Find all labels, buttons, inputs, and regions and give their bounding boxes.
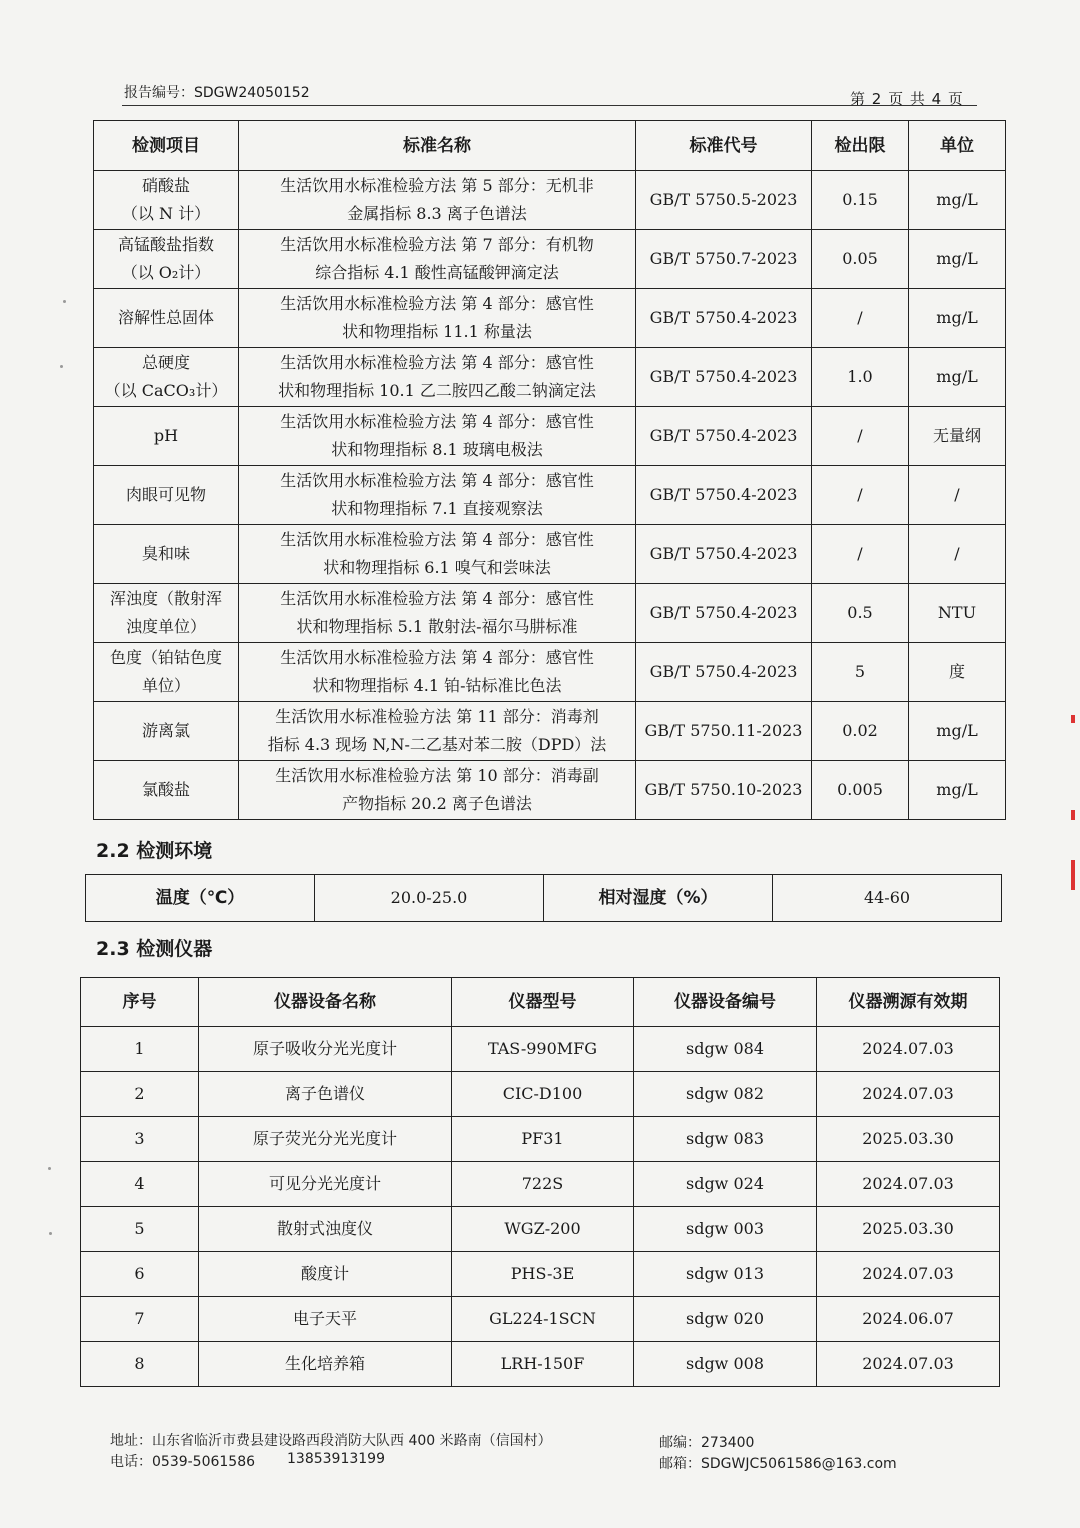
- table-row: [94, 171, 1006, 230]
- table-row: [94, 584, 1006, 643]
- footer-address: 地址：山东省临沂市费县建设路西段消防大队西 400 米路南（信国村）: [110, 1433, 552, 1449]
- seq-cell: 8: [81, 1342, 199, 1387]
- report-number: [124, 82, 310, 102]
- seq-cell: 2: [81, 1072, 199, 1117]
- standard-code-cell: GB/T 5750.11-2023: [636, 702, 812, 761]
- equipment-id-cell: sdgw 013: [634, 1252, 817, 1297]
- instrument-name-cell: 散射式浊度仪: [199, 1207, 452, 1252]
- validity-cell: 2024.06.07: [817, 1297, 1000, 1342]
- item-cell: 高锰酸盐指数 （以 O₂计）: [94, 230, 239, 289]
- header-model: 仪器型号: [452, 978, 634, 1027]
- header-standard-name: 标准名称: [239, 121, 636, 171]
- table-row: [81, 1117, 1000, 1162]
- table-row: [94, 230, 1006, 289]
- item-cell: 浑浊度（散射浑 浊度单位）: [94, 584, 239, 643]
- standard-name-cell: 生活饮用水标准检验方法 第 4 部分：感官性 状和物理指标 5.1 散射法-福尔马肼标准: [239, 584, 636, 643]
- header-detection-limit: 检出限: [812, 121, 909, 171]
- scan-speck: [60, 365, 63, 368]
- validity-cell: 2024.07.03: [817, 1252, 1000, 1297]
- detection-limit-cell: /: [812, 289, 909, 348]
- instrument-name-cell: 电子天平: [199, 1297, 452, 1342]
- model-cell: PHS-3E: [452, 1252, 634, 1297]
- page-info: 第 2 页 共 4 页: [850, 90, 964, 108]
- seq-cell: 5: [81, 1207, 199, 1252]
- header-seq: 序号: [81, 978, 199, 1027]
- validity-cell: 2024.07.03: [817, 1342, 1000, 1387]
- standard-name-cell: 生活饮用水标准检验方法 第 7 部分：有机物 综合指标 4.1 酸性高锰酸钾滴定法: [239, 230, 636, 289]
- standard-name-cell: 生活饮用水标准检验方法 第 11 部分：消毒剂 指标 4.3 现场 N,N-二乙基对苯二胺（DPD）法: [239, 702, 636, 761]
- table-row: [94, 761, 1006, 820]
- environment-row: [86, 875, 1002, 922]
- item-cell: 溶解性总固体: [94, 289, 239, 348]
- equipment-id-cell: sdgw 008: [634, 1342, 817, 1387]
- standard-name-cell: 生活饮用水标准检验方法 第 10 部分：消毒副 产物指标 20.2 离子色谱法: [239, 761, 636, 820]
- standard-code-cell: GB/T 5750.7-2023: [636, 230, 812, 289]
- standard-code-cell: GB/T 5750.4-2023: [636, 466, 812, 525]
- methods-header-row: [94, 121, 1006, 171]
- standard-name-cell: 生活饮用水标准检验方法 第 4 部分：感官性 状和物理指标 6.1 嗅气和尝味法: [239, 525, 636, 584]
- detection-limit-cell: 0.5: [812, 584, 909, 643]
- report-number-label: 报告编号：: [124, 85, 194, 101]
- standard-code-cell: GB/T 5750.4-2023: [636, 525, 812, 584]
- footer-postcode: 邮编：273400: [659, 1435, 755, 1451]
- item-cell: 肉眼可见物: [94, 466, 239, 525]
- seq-cell: 4: [81, 1162, 199, 1207]
- binding-mark: [1071, 860, 1075, 890]
- table-row: [94, 525, 1006, 584]
- table-row: [94, 407, 1006, 466]
- header-validity: 仪器溯源有效期: [817, 978, 1000, 1027]
- equipment-id-cell: sdgw 083: [634, 1117, 817, 1162]
- validity-cell: 2024.07.03: [817, 1027, 1000, 1072]
- instrument-name-cell: 生化培养箱: [199, 1342, 452, 1387]
- header-instrument-name: 仪器设备名称: [199, 978, 452, 1027]
- table-row: [81, 1072, 1000, 1117]
- binding-mark: [1071, 810, 1075, 820]
- temperature-value: 20.0-25.0: [315, 875, 544, 922]
- standard-name-cell: 生活饮用水标准检验方法 第 5 部分：无机非 金属指标 8.3 离子色谱法: [239, 171, 636, 230]
- table-row: [94, 289, 1006, 348]
- standard-code-cell: GB/T 5750.4-2023: [636, 289, 812, 348]
- equipment-id-cell: sdgw 084: [634, 1027, 817, 1072]
- standard-name-cell: 生活饮用水标准检验方法 第 4 部分：感官性 状和物理指标 8.1 玻璃电极法: [239, 407, 636, 466]
- instrument-name-cell: 原子荧光分光光度计: [199, 1117, 452, 1162]
- item-cell: 氯酸盐: [94, 761, 239, 820]
- model-cell: CIC-D100: [452, 1072, 634, 1117]
- model-cell: TAS-990MFG: [452, 1027, 634, 1072]
- seq-cell: 6: [81, 1252, 199, 1297]
- item-cell: pH: [94, 407, 239, 466]
- instruments-table: [80, 977, 1000, 1387]
- binding-mark: [1071, 715, 1075, 723]
- seq-cell: 1: [81, 1027, 199, 1072]
- standard-code-cell: GB/T 5750.4-2023: [636, 584, 812, 643]
- unit-cell: /: [909, 466, 1006, 525]
- unit-cell: mg/L: [909, 289, 1006, 348]
- validity-cell: 2024.07.03: [817, 1072, 1000, 1117]
- equipment-id-cell: sdgw 024: [634, 1162, 817, 1207]
- header-unit: 单位: [909, 121, 1006, 171]
- table-row: [94, 348, 1006, 407]
- footer-phone: 电话：0539-5061586: [110, 1454, 256, 1470]
- detection-limit-cell: 5: [812, 643, 909, 702]
- model-cell: GL224-1SCN: [452, 1297, 634, 1342]
- detection-limit-cell: 0.02: [812, 702, 909, 761]
- table-row: [81, 1027, 1000, 1072]
- standard-name-cell: 生活饮用水标准检验方法 第 4 部分：感官性 状和物理指标 7.1 直接观察法: [239, 466, 636, 525]
- detection-limit-cell: 0.15: [812, 171, 909, 230]
- table-row: [81, 1162, 1000, 1207]
- instrument-name-cell: 酸度计: [199, 1252, 452, 1297]
- instrument-name-cell: 可见分光光度计: [199, 1162, 452, 1207]
- standard-name-cell: 生活饮用水标准检验方法 第 4 部分：感官性 状和物理指标 10.1 乙二胺四乙酸二钠滴定法: [239, 348, 636, 407]
- item-cell: 色度（铂钴色度 单位）: [94, 643, 239, 702]
- detection-limit-cell: /: [812, 407, 909, 466]
- model-cell: 722S: [452, 1162, 634, 1207]
- table-row: [94, 702, 1006, 761]
- standard-code-cell: GB/T 5750.4-2023: [636, 643, 812, 702]
- model-cell: LRH-150F: [452, 1342, 634, 1387]
- detection-limit-cell: /: [812, 525, 909, 584]
- detection-limit-cell: 0.05: [812, 230, 909, 289]
- item-cell: 臭和味: [94, 525, 239, 584]
- table-row: [81, 1207, 1000, 1252]
- report-number-value: SDGW24050152: [194, 85, 310, 101]
- instruments-header-row: [81, 978, 1000, 1027]
- environment-section-title: 2.2 检测环境: [96, 840, 213, 862]
- detection-limit-cell: 0.005: [812, 761, 909, 820]
- scan-speck: [49, 1232, 52, 1235]
- validity-cell: 2024.07.03: [817, 1162, 1000, 1207]
- temperature-label: 温度（℃）: [86, 875, 315, 922]
- unit-cell: /: [909, 525, 1006, 584]
- instrument-name-cell: 离子色谱仪: [199, 1072, 452, 1117]
- instruments-section-title: 2.3 检测仪器: [96, 938, 213, 960]
- equipment-id-cell: sdgw 020: [634, 1297, 817, 1342]
- standard-code-cell: GB/T 5750.4-2023: [636, 407, 812, 466]
- equipment-id-cell: sdgw 082: [634, 1072, 817, 1117]
- humidity-label: 相对湿度（%）: [544, 875, 773, 922]
- scan-speck: [63, 300, 66, 303]
- validity-cell: 2025.03.30: [817, 1117, 1000, 1162]
- header-equipment-id: 仪器设备编号: [634, 978, 817, 1027]
- table-row: [94, 466, 1006, 525]
- item-cell: 总硬度 （以 CaCO₃计）: [94, 348, 239, 407]
- unit-cell: mg/L: [909, 702, 1006, 761]
- item-cell: 硝酸盐 （以 N 计）: [94, 171, 239, 230]
- footer-email: 邮箱：SDGWJC5061586@163.com: [659, 1456, 897, 1472]
- standard-name-cell: 生活饮用水标准检验方法 第 4 部分：感官性 状和物理指标 11.1 称量法: [239, 289, 636, 348]
- table-row: [81, 1252, 1000, 1297]
- scan-speck: [48, 1167, 51, 1170]
- table-row: [81, 1342, 1000, 1387]
- header-divider: [122, 105, 977, 106]
- unit-cell: 无量纲: [909, 407, 1006, 466]
- unit-cell: 度: [909, 643, 1006, 702]
- header-standard-code: 标准代号: [636, 121, 812, 171]
- seq-cell: 7: [81, 1297, 199, 1342]
- methods-table: [93, 120, 1006, 820]
- table-row: [94, 643, 1006, 702]
- standard-name-cell: 生活饮用水标准检验方法 第 4 部分：感官性 状和物理指标 4.1 铂-钴标准比色法: [239, 643, 636, 702]
- footer-mobile: 13853913199: [287, 1451, 385, 1467]
- seq-cell: 3: [81, 1117, 199, 1162]
- standard-code-cell: GB/T 5750.5-2023: [636, 171, 812, 230]
- detection-limit-cell: /: [812, 466, 909, 525]
- unit-cell: NTU: [909, 584, 1006, 643]
- humidity-value: 44-60: [773, 875, 1002, 922]
- unit-cell: mg/L: [909, 348, 1006, 407]
- item-cell: 游离氯: [94, 702, 239, 761]
- unit-cell: mg/L: [909, 171, 1006, 230]
- standard-code-cell: GB/T 5750.10-2023: [636, 761, 812, 820]
- table-row: [81, 1297, 1000, 1342]
- equipment-id-cell: sdgw 003: [634, 1207, 817, 1252]
- detection-limit-cell: 1.0: [812, 348, 909, 407]
- environment-table: [85, 874, 1002, 922]
- model-cell: PF31: [452, 1117, 634, 1162]
- unit-cell: mg/L: [909, 230, 1006, 289]
- validity-cell: 2025.03.30: [817, 1207, 1000, 1252]
- model-cell: WGZ-200: [452, 1207, 634, 1252]
- header-item: 检测项目: [94, 121, 239, 171]
- standard-code-cell: GB/T 5750.4-2023: [636, 348, 812, 407]
- instrument-name-cell: 原子吸收分光光度计: [199, 1027, 452, 1072]
- unit-cell: mg/L: [909, 761, 1006, 820]
